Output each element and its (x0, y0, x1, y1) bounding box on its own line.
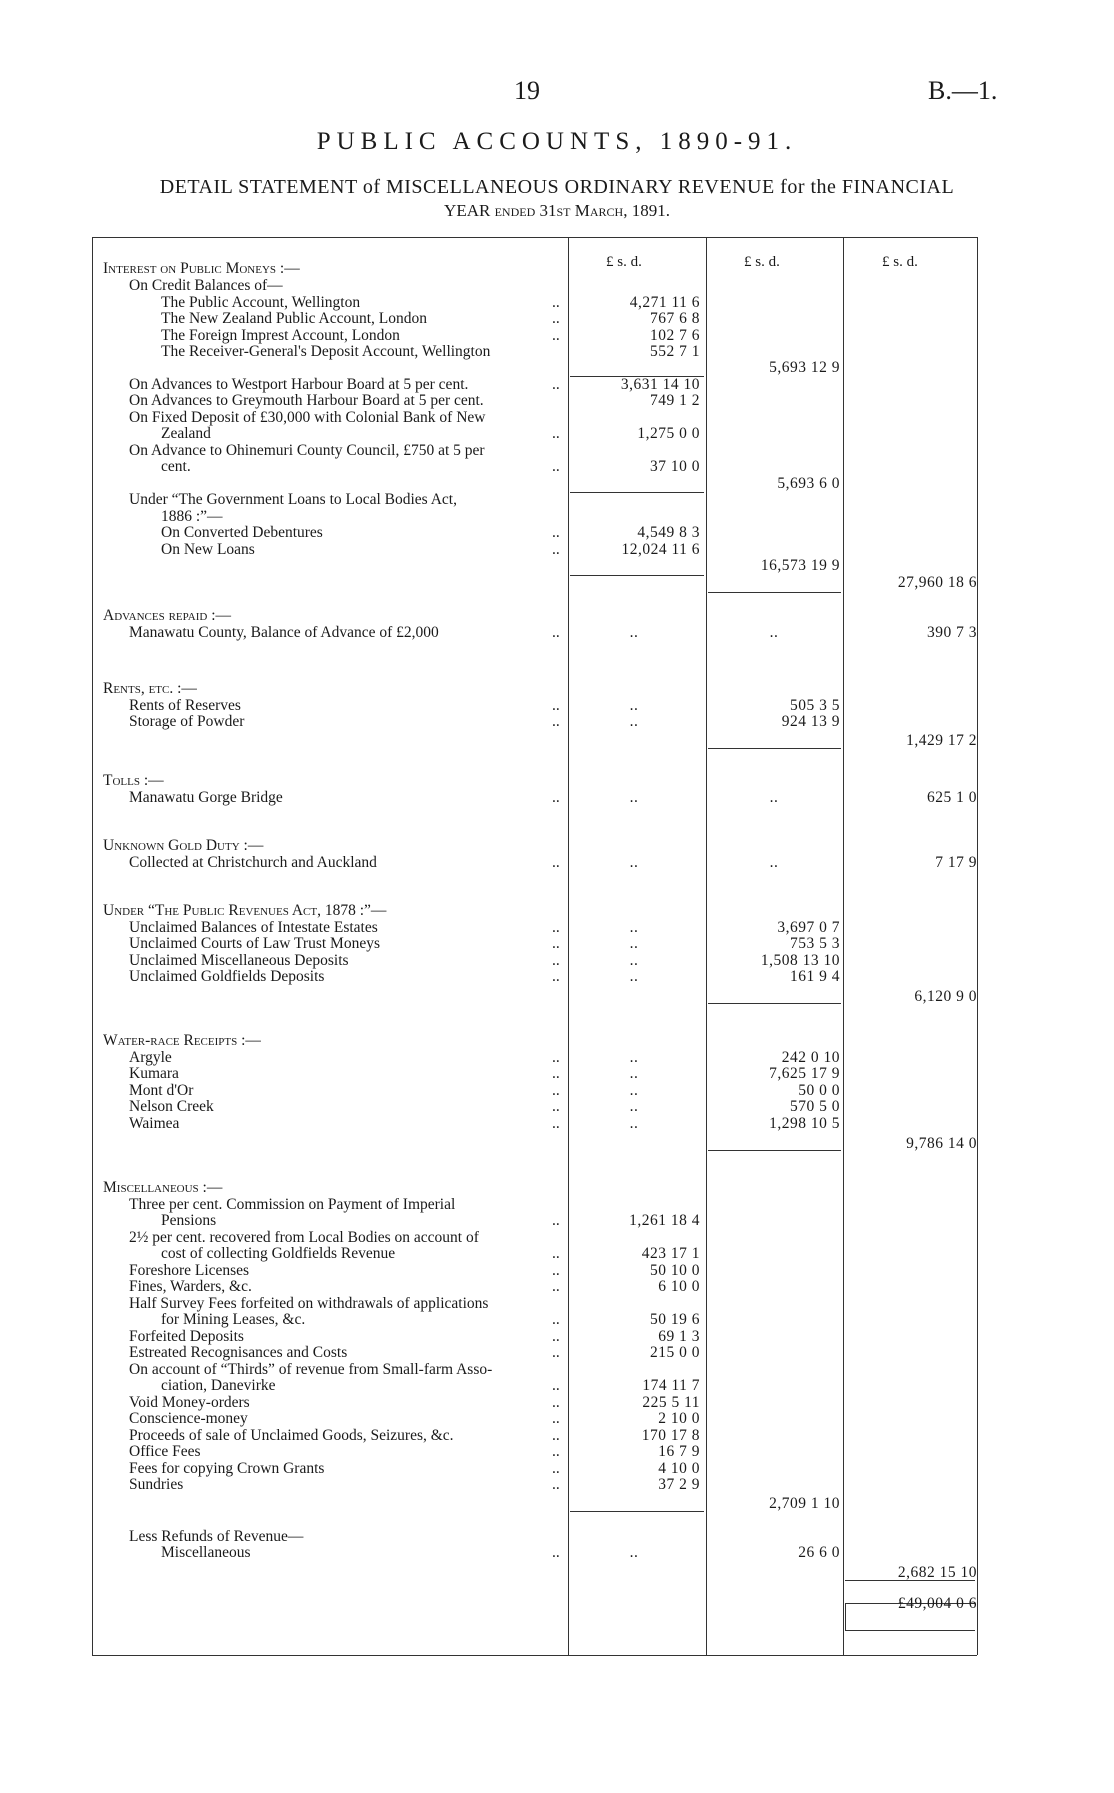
leader-dots: .. (552, 952, 560, 969)
row-label: Sundries (129, 1476, 184, 1493)
row-label: Under “The Government Loans to Local Bodies Act, (129, 491, 457, 508)
table-row (0, 310, 1114, 327)
amount-col1: 69 1 3 (658, 1328, 700, 1345)
col3-header: £ s. d. (882, 254, 918, 270)
amount-col1: .. (629, 789, 639, 806)
table-row (0, 854, 1114, 871)
amount-col2: 26 6 0 (798, 1544, 840, 1561)
amount-col2: 5,693 6 0 (777, 475, 840, 492)
amount-col1: 423 17 1 (641, 1245, 700, 1262)
row-label: Storage of Powder (129, 713, 245, 730)
table-row (0, 260, 1114, 277)
section-heading: Advances repaid :— (103, 607, 231, 624)
leader-dots: .. (552, 458, 560, 475)
table-row (0, 988, 1114, 1005)
leader-dots: .. (552, 1476, 560, 1493)
table-row (0, 475, 1114, 492)
row-label: The Receiver-General's Deposit Account, Wellington (161, 343, 491, 360)
table-row (0, 1460, 1114, 1477)
amount-col3: 1,429 17 2 (906, 732, 977, 749)
leader-dots: .. (552, 919, 560, 936)
row-label: Argyle (129, 1049, 172, 1066)
amount-col1: 215 0 0 (650, 1344, 700, 1361)
statement-title: DETAIL STATEMENT of MISCELLANEOUS ORDINARY REVENUE for the FINANCIAL (159, 176, 955, 198)
row-label: Less Refunds of Revenue— (129, 1528, 304, 1545)
table-row (0, 968, 1114, 985)
amount-col2: 1,298 10 5 (769, 1115, 840, 1132)
row-label: Nelson Creek (129, 1098, 214, 1115)
amount-col1: 50 10 0 (650, 1262, 700, 1279)
table-row (0, 1065, 1114, 1082)
row-label: ciation, Danevirke (161, 1377, 276, 1394)
amount-col2: 50 0 0 (798, 1082, 840, 1099)
table-row (0, 789, 1114, 806)
amount-col1: 1,261 18 4 (629, 1212, 700, 1229)
amount-col1: 1,275 0 0 (637, 425, 700, 442)
amount-col1: 6 10 0 (658, 1278, 700, 1295)
table-row (0, 327, 1114, 344)
amount-col1: 50 19 6 (650, 1311, 700, 1328)
amount-col1: 4,271 11 6 (629, 294, 700, 311)
leader-dots: .. (552, 697, 560, 714)
section-heading: Under “The Public Revenues Act, 1878 :”— (103, 902, 387, 919)
row-label: 1886 :”— (161, 508, 223, 525)
table-row (0, 508, 1114, 525)
col1-header: £ s. d. (606, 254, 642, 270)
row-label: Three per cent. Commission on Payment of Imperial (129, 1196, 456, 1213)
table-row (0, 919, 1114, 936)
row-label: Kumara (129, 1065, 179, 1082)
table-row (0, 1049, 1114, 1066)
amount-col1: 12,024 11 6 (621, 541, 700, 558)
table-row (0, 1032, 1114, 1049)
row-label: Foreshore Licenses (129, 1262, 250, 1279)
amount-col1: 102 7 6 (650, 327, 700, 344)
row-label: Office Fees (129, 1443, 201, 1460)
table-row (0, 1196, 1114, 1213)
amount-col2: .. (769, 854, 779, 871)
amount-col1: 170 17 8 (641, 1427, 700, 1444)
col2-header: £ s. d. (744, 254, 780, 270)
row-label: 2½ per cent. recovered from Local Bodies on account of (129, 1229, 479, 1246)
amount-col2: 3,697 0 7 (777, 919, 840, 936)
section-heading: Interest on Public Moneys :— (103, 260, 300, 277)
leader-dots: .. (552, 1098, 560, 1115)
table-row (0, 1245, 1114, 1262)
leader-dots: .. (552, 1328, 560, 1345)
table-row (0, 1495, 1114, 1512)
leader-dots: .. (552, 1344, 560, 1361)
row-label: cost of collecting Goldfields Revenue (161, 1245, 396, 1262)
amount-col2: 753 5 3 (790, 935, 840, 952)
amount-col1: 37 10 0 (650, 458, 700, 475)
leader-dots: .. (552, 1049, 560, 1066)
table-row (0, 1394, 1114, 1411)
table-row (0, 524, 1114, 541)
table-row (0, 1098, 1114, 1115)
table-row (0, 442, 1114, 459)
leader-dots: .. (552, 713, 560, 730)
amount-col2: 505 3 5 (790, 697, 840, 714)
table-row (0, 697, 1114, 714)
amount-col1: .. (629, 1065, 639, 1082)
section-heading: Water-race Receipts :— (103, 1032, 261, 1049)
amount-col1: .. (629, 624, 639, 641)
row-label: Zealand (161, 425, 211, 442)
leader-dots: .. (552, 524, 560, 541)
row-label: Waimea (129, 1115, 180, 1132)
row-label: Unclaimed Goldfields Deposits (129, 968, 325, 985)
row-label: On Credit Balances of— (129, 277, 283, 294)
table-row (0, 409, 1114, 426)
table-row (0, 1476, 1114, 1493)
table-row (0, 713, 1114, 730)
table-row (0, 902, 1114, 919)
amount-col1: 767 6 8 (650, 310, 700, 327)
table-row (0, 458, 1114, 475)
table-row (0, 607, 1114, 624)
table-row (0, 491, 1114, 508)
leader-dots: .. (552, 1115, 560, 1132)
amount-col1: .. (629, 854, 639, 871)
amount-col2: 5,693 12 9 (769, 359, 840, 376)
amount-col1: 16 7 9 (658, 1443, 700, 1460)
amount-col2: 1,508 13 10 (760, 952, 840, 969)
leader-dots: .. (552, 1278, 560, 1295)
page-title: PUBLIC ACCOUNTS, 1890-91. (316, 128, 798, 155)
leader-dots: .. (552, 425, 560, 442)
leader-dots: .. (552, 1427, 560, 1444)
leader-dots: .. (552, 310, 560, 327)
table-row (0, 1564, 1114, 1581)
amount-col1: 552 7 1 (650, 343, 700, 360)
table-row (0, 1179, 1114, 1196)
table-row (0, 1311, 1114, 1328)
table-row (0, 680, 1114, 697)
row-label: Collected at Christchurch and Auckland (129, 854, 377, 871)
amount-col1: 4,549 8 3 (637, 524, 700, 541)
table-row (0, 837, 1114, 854)
leader-dots: .. (552, 327, 560, 344)
amount-col1: .. (629, 935, 639, 952)
table-row (0, 624, 1114, 641)
amount-col1: .. (629, 1544, 639, 1561)
leader-dots: .. (552, 1410, 560, 1427)
row-label: Unclaimed Courts of Law Trust Moneys (129, 935, 381, 952)
row-label: Rents of Reserves (129, 697, 241, 714)
leader-dots: .. (552, 1082, 560, 1099)
row-label: On Advances to Greymouth Harbour Board at 5 per cent. (129, 392, 484, 409)
table-row (0, 1212, 1114, 1229)
amount-col1: 3,631 14 10 (620, 376, 700, 393)
leader-dots: .. (552, 1394, 560, 1411)
table-row (0, 1443, 1114, 1460)
row-label: Proceeds of sale of Unclaimed Goods, Seizures, &c. (129, 1427, 454, 1444)
leader-dots: .. (552, 1245, 560, 1262)
table-row (0, 1295, 1114, 1312)
table-row (0, 376, 1114, 393)
row-label: cent. (161, 458, 191, 475)
amount-col3: 9,786 14 0 (906, 1135, 977, 1152)
table-row (0, 1595, 1114, 1612)
amount-col1: 4 10 0 (658, 1460, 700, 1477)
row-label: Fees for copying Crown Grants (129, 1460, 325, 1477)
row-label: The Foreign Imprest Account, London (161, 327, 400, 344)
row-label: Half Survey Fees forfeited on withdrawals of applications (129, 1295, 489, 1312)
amount-col1: .. (629, 1115, 639, 1132)
table-row (0, 359, 1114, 376)
amount-col1: 749 1 2 (650, 392, 700, 409)
table-row (0, 1262, 1114, 1279)
table-row (0, 557, 1114, 574)
amount-col1: .. (629, 919, 639, 936)
table-row (0, 1544, 1114, 1561)
amount-col1: 174 11 7 (642, 1377, 700, 1394)
statement-subtitle: YEAR ended 31st March, 1891. (444, 201, 670, 220)
row-label: for Mining Leases, &c. (161, 1311, 306, 1328)
leader-dots: .. (552, 854, 560, 871)
table-row (0, 1229, 1114, 1246)
table-row (0, 277, 1114, 294)
section-heading: Tolls :— (103, 772, 164, 789)
table-row (0, 772, 1114, 789)
table-row (0, 294, 1114, 311)
amount-col2: .. (769, 789, 779, 806)
page-number: 19 (514, 76, 540, 105)
table-row (0, 1082, 1114, 1099)
amount-col1: .. (629, 713, 639, 730)
row-label: On New Loans (161, 541, 255, 558)
amount-col2: 242 0 10 (781, 1049, 840, 1066)
leader-dots: .. (552, 541, 560, 558)
leader-dots: .. (552, 1460, 560, 1477)
row-label: Mont d'Or (129, 1082, 194, 1099)
table-row (0, 1278, 1114, 1295)
table-row (0, 1115, 1114, 1132)
leader-dots: .. (552, 968, 560, 985)
leader-dots: .. (552, 1544, 560, 1561)
amount-col2: 2,709 1 10 (769, 1495, 840, 1512)
row-label: Pensions (161, 1212, 217, 1229)
amount-col2: 161 9 4 (790, 968, 840, 985)
table-row (0, 952, 1114, 969)
table-row (0, 1427, 1114, 1444)
amount-col3: 7 17 9 (935, 854, 977, 871)
leader-dots: .. (552, 1377, 560, 1394)
table-row (0, 425, 1114, 442)
amount-col1: .. (629, 697, 639, 714)
amount-col3: 625 1 0 (927, 789, 977, 806)
row-label: Conscience-money (129, 1410, 248, 1427)
leader-dots: .. (552, 294, 560, 311)
row-label: Unclaimed Balances of Intestate Estates (129, 919, 378, 936)
table-row (0, 1344, 1114, 1361)
table-row (0, 343, 1114, 360)
table-row (0, 541, 1114, 558)
row-label: The Public Account, Wellington (161, 294, 361, 311)
table-row (0, 1361, 1114, 1378)
table-row (0, 574, 1114, 591)
amount-col1: .. (629, 1098, 639, 1115)
amount-col1: .. (629, 1082, 639, 1099)
table-row (0, 1377, 1114, 1394)
row-label: The New Zealand Public Account, London (161, 310, 428, 327)
table-row (0, 1328, 1114, 1345)
amount-col1: 2 10 0 (658, 1410, 700, 1427)
leader-dots: .. (552, 935, 560, 952)
table-row (0, 935, 1114, 952)
row-label: On account of “Thirds” of revenue from Small-farm Asso- (129, 1361, 493, 1378)
row-label: On Advance to Ohinemuri County Council, £750 at 5 per (129, 442, 485, 459)
leader-dots: .. (552, 376, 560, 393)
row-label: Fines, Warders, &c. (129, 1278, 252, 1295)
amount-col2: 924 13 9 (781, 713, 840, 730)
leader-dots: .. (552, 1262, 560, 1279)
table-row (0, 1410, 1114, 1427)
section-heading: Unknown Gold Duty :— (103, 837, 264, 854)
amount-col3: 27,960 18 6 (897, 574, 977, 591)
leader-dots: .. (552, 1443, 560, 1460)
amount-col1: 37 2 9 (658, 1476, 700, 1493)
leader-dots: .. (552, 1065, 560, 1082)
row-label: On Advances to Westport Harbour Board at 5 per cent. (129, 376, 469, 393)
amount-col3: 2,682 15 10 (897, 1564, 977, 1581)
table-row (0, 1135, 1114, 1152)
row-label: Forfeited Deposits (129, 1328, 244, 1345)
amount-col1: 225 5 11 (642, 1394, 700, 1411)
row-label: On Converted Debentures (161, 524, 323, 541)
row-label: Unclaimed Miscellaneous Deposits (129, 952, 349, 969)
row-label: Estreated Recognisances and Costs (129, 1344, 348, 1361)
amount-col2: .. (769, 624, 779, 641)
section-heading: Miscellaneous :— (103, 1179, 223, 1196)
leader-dots: .. (552, 1311, 560, 1328)
row-label: Manawatu County, Balance of Advance of £2,000 (129, 624, 439, 641)
section-heading: Rents, etc. :— (103, 680, 197, 697)
table-row (0, 392, 1114, 409)
row-label: Miscellaneous (161, 1544, 251, 1561)
amount-col3: £49,004 0 6 (897, 1595, 977, 1612)
leader-dots: .. (552, 1212, 560, 1229)
amount-col1: .. (629, 952, 639, 969)
amount-col3: 390 7 3 (927, 624, 977, 641)
amount-col2: 570 5 0 (790, 1098, 840, 1115)
amount-col2: 7,625 17 9 (769, 1065, 840, 1082)
document-reference: B.—1. (928, 76, 998, 105)
row-label: Manawatu Gorge Bridge (129, 789, 283, 806)
amount-col1: .. (629, 968, 639, 985)
row-label: Void Money-orders (129, 1394, 250, 1411)
row-label: On Fixed Deposit of £30,000 with Colonial Bank of New (129, 409, 486, 426)
amount-col2: 16,573 19 9 (760, 557, 840, 574)
amount-col3: 6,120 9 0 (914, 988, 977, 1005)
amount-col1: .. (629, 1049, 639, 1066)
leader-dots: .. (552, 624, 560, 641)
table-row (0, 732, 1114, 749)
leader-dots: .. (552, 789, 560, 806)
table-row (0, 1528, 1114, 1545)
